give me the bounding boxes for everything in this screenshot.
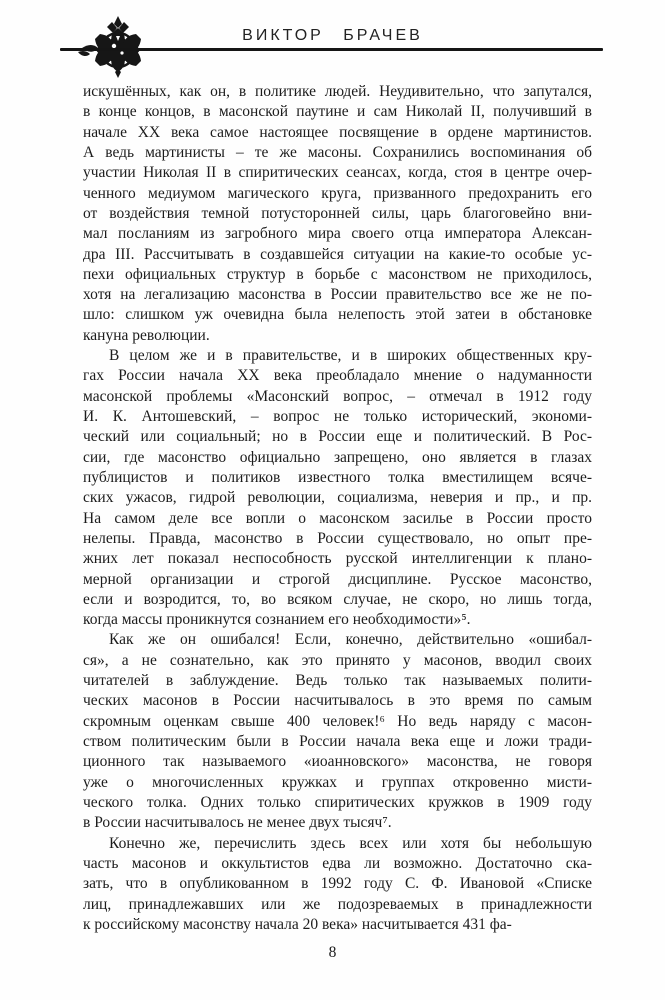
text-line: в России насчитывалось не менее двух тысяч⁷. (83, 814, 392, 832)
text-line: жних лет показал неспособность русской интеллигенции к плано- (83, 550, 592, 568)
text-line: кануна революции. (83, 326, 210, 344)
text-line: читателей в заблуждение. Ведь только так называемых полити- (83, 672, 592, 690)
text-line: когда массы проникнутся сознанием его необходимости»⁵. (83, 611, 471, 629)
text-line: сии, где масонство официально запрещено, оно является в глазах (83, 448, 592, 466)
text-line: ством политическим были в России начала века еще и ложи тради- (83, 733, 592, 750)
text-line: ченного медиумом магического круга, призванного предохранить его (83, 184, 592, 202)
text-line: ционного так называемого «иоанновского» масонства, не говоря (83, 753, 592, 771)
running-head-author: ВИКТОР БРАЧЕВ (242, 27, 423, 44)
text-line: ся», а не сознательно, как это принято у масонов, вводил своих (83, 651, 592, 669)
text-line: Конечно же, перечислить здесь всех или хотя бы небольшую (109, 834, 592, 852)
text-line: публицистов и политиков известного толка вместилищем всяче- (83, 468, 592, 486)
text-line: от воздействия темной потусторонней силы, царь благоговейно вни- (83, 204, 592, 222)
text-line: И. К. Антошевский, – вопрос не только исторический, экономи- (83, 408, 592, 425)
text-line: ческих масонов в России насчитывалось в это время по самым (83, 692, 592, 710)
text-line: начале XX века самое настоящее посвящение в ордене мартинистов. (83, 123, 592, 141)
text-line: шло: слишком уж очевидна была нелепость этой затеи в обстановке (83, 306, 592, 324)
text-line: хотя на легализацию масонства в России правительство все же не по- (83, 286, 592, 304)
header-rule (60, 48, 603, 51)
text-line: масонской проблемы «Масонский вопрос, – отмечал в 1912 году (83, 387, 592, 405)
text-line: искушённых, как он, в политике людей. Неудивительно, что запутался, (83, 83, 592, 100)
text-line: пехи официальных структур в борьбе с масонством не приходилось, (83, 265, 592, 283)
text-line: участии Николая II в спиритических сеансах, когда, стоя в центре очер- (83, 164, 592, 182)
text-line: мерной организации и строгой дисциплине. Русское масонство, (83, 570, 592, 588)
text-line: ческого толка. Одних только спиритических кружков в 1909 году (83, 793, 592, 811)
text-line: в конце концов, в масонской паутине и сам Николай II, получивший в (83, 103, 592, 121)
text-line: ских ужасов, гидрой революции, социализма, неверия и пр., и пр. (83, 489, 592, 507)
text-line: мал посланиям из загробного мира своего отца императора Алексан- (83, 225, 592, 243)
text-line: ческий или социальный; но в России еще и политический. В Рос- (83, 428, 592, 446)
text-line: На самом деле все вопли о масонском засилье в России просто (83, 509, 592, 527)
text-line: А ведь мартинисты – те же масоны. Сохранились воспоминания об (83, 143, 592, 161)
text-line: В целом же и в правительстве, и в широких общественных кру- (109, 347, 592, 365)
floral-cross-ornament-icon (72, 12, 164, 82)
text-line: скромным оценкам свыше 400 человек!⁶ Но ведь наряду с масон- (83, 712, 592, 730)
text-line: дра III. Рассчитывать в создавшейся ситуации на какие-то особые ус- (83, 245, 592, 263)
body-text (83, 82, 592, 935)
text-line: уже о многочисленных кружках и группах откровенно мисти- (83, 773, 592, 791)
text-line: часть масонов и оккультистов едва ли возможно. Достаточно ска- (83, 854, 592, 872)
text-line: гах России начала XX века преобладало мнение о надуманности (83, 367, 592, 385)
text-line: к российскому масонству начала 20 века» насчитывается 431 фа- (83, 915, 512, 933)
text-line: если и возродится, то, во всяком случае, не скоро, но лишь тогда, (83, 590, 592, 608)
page-number: 8 (328, 944, 337, 961)
text-line: лиц, принадлежавших или же подозреваемых в принадлежности (83, 895, 592, 913)
text-line: зать, что в опубликованном в 1992 году С. Ф. Ивановой «Списке (83, 875, 592, 893)
text-line: Как же он ошибался! Если, конечно, действительно «ошибал- (109, 631, 592, 649)
text-line: нелепы. Правда, масонство в России существовало, но опыт пре- (83, 529, 592, 547)
